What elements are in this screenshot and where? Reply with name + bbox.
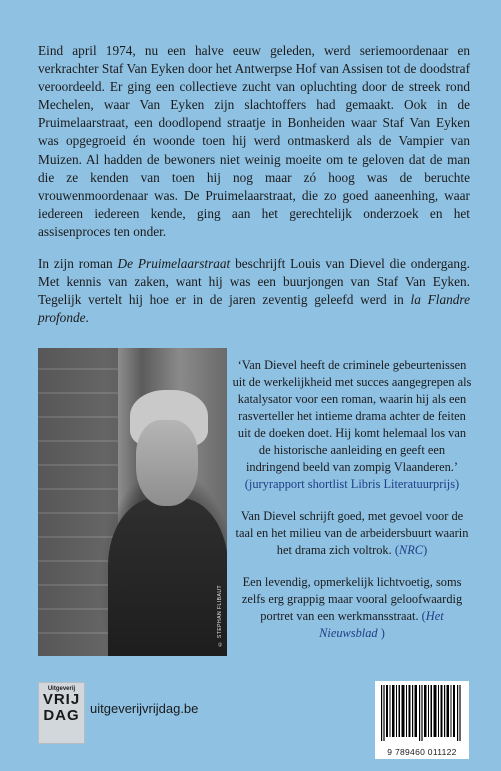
photo-credit: © STEPHAN FLIBAUT [217,584,223,646]
author-photo [38,348,227,656]
blurb-paragraph-2: In zijn roman De Pruimelaarstraat beschrijft Louis van Dievel die ondergang. Met kennis van zaken, want hij was een buurjongen van Staf Van Eyken. Tegelijk vertelt hij hoe er in de jaren zeventig geleefd werd in la Flandre profonde. [38,256,470,326]
place-phrase: la Flandre profonde [38,292,470,326]
isbn-digits: 9 789460 011122 [387,747,457,757]
quote-2-source: NRC [398,543,424,557]
publisher-url[interactable]: uitgeverijvrijdag.be [90,701,199,716]
barcode-bars [381,685,463,741]
back-cover-blurb [38,42,470,341]
review-quotes [232,357,472,657]
quote-3-source: Het Nieuwsblad [319,609,444,640]
publisher-logo: Uitgeverij VRIJ DAG [38,682,85,744]
blurb-paragraph-1: Eind april 1974, nu een halve eeuw geleden, werd seriemoordenaar en verkrachter Staf Van Eyken door het Antwerpse Hof van Assisen tot de doodstraf veroordeeld. Er ging een collectieve zucht van opluchting door de streek rond Mechelen, waar Van Eyken zijn slachtoffers had gemaakt. Ook in de Pruimelaarstraat, een doodlopend straatje in Bonheiden waar Staf Van Eyken was opgegroeid én woonde toen hij werd ontmaskerd als de Vampier van Muizen. Al hadden de bewoners niet weinig moeite om te geloven dat de man die ze kenden van toen hij nog maar zó hoog was de beruchte vrouwenmoordenaar was. De Pruimelaarstraat, die zo goed aaneenhing, waar iedereen iedereen kende, ging aan het gerechtelijk onderzoek en het assisenproces ten onder. [38,43,470,239]
quote-3: Een levendig, opmerkelijk lichtvoetig, soms zelfs erg grappig maar vooral geloofwaardig portret van een werkmansstraat. (Het Nieuwsblad ) [241,575,463,640]
quote-1: ‘Van Dievel heeft de criminele gebeurtenissen uit de werkelijkheid met succes aangegrepen als katalysator voor een roman, waarin hij als een rasverteller het intieme drama achter de feiten uit de doeken doet. Hij komt helemaal los van de historische aanleiding en geeft een indringend beeld van zompig Vlaanderen.’ (juryrapport shortlist Libris Literatuurprijs) [232,358,472,491]
quote-2: Van Dievel schrijft goed, met gevoel voor de taal en het milieu van de arbeidersbuurt waarin het drama zich voltrok. (NRC) [235,509,469,557]
isbn-barcode [375,681,469,759]
book-title: De Pruimelaarstraat [117,256,231,272]
quote-1-source: (juryrapport shortlist Libris Literatuurprijs) [244,477,460,491]
